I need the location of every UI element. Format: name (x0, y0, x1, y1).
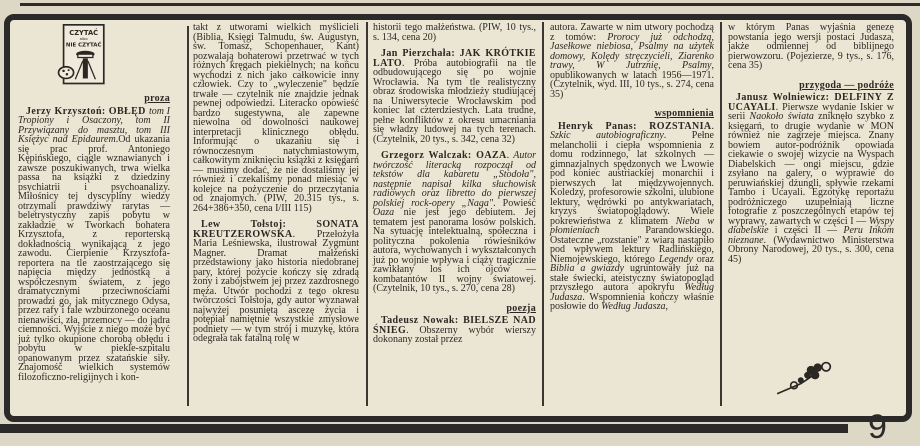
review-text: oraz (692, 253, 714, 265)
italic-text: Peru Inkom nieznane (728, 225, 894, 246)
review-text: , opublikowanych w latach 1956—1971. (Czytelnik, wyd. III, 10 tys., s. 274, cena 35) (550, 60, 714, 100)
book-review (193, 220, 359, 344)
italic-text: Według Judasza (601, 301, 666, 312)
column-2 (193, 23, 359, 344)
review-text: ugruntowały już na stałe świecki, ateistyczny światopogląd przyszłego autora apokryfu (550, 263, 714, 293)
italic-text: Prorocy już odchodzą, Jasełkowe niebiosa, Psalmy na użytek domowy, Kolędy stręczycieli, Ziarenko trawy, W Jutrznię, Psalmy (550, 31, 714, 71)
column-3 (373, 23, 536, 345)
book-review (373, 151, 536, 294)
italic-text: Legendy (658, 253, 693, 265)
review-text: . Obszerny wybór wierszy dokonany został przez (373, 324, 536, 345)
column-divider (542, 22, 544, 406)
italic-text: Wyspy diabelskie (728, 215, 894, 236)
column-5 (728, 23, 894, 264)
czytac-albo-nie-czytac-logo-icon (56, 24, 108, 86)
book-author-title: Lew Tołstoj: SONATA KREUTZEROWSKA (193, 219, 359, 240)
italic-text: Biblia a gwiazdy (550, 263, 625, 274)
column-4 (550, 23, 714, 312)
italic-text: Według Judasza (550, 282, 714, 303)
book-author-title: Jan Pierzchała: JAK KRÓTKIE LATO (373, 48, 536, 69)
book-review (728, 93, 894, 264)
column-divider (187, 26, 189, 406)
book-author-title: Henryk Panas: ROZSTANIA (558, 120, 712, 132)
italic-text: Naokoło świata (749, 111, 814, 122)
review-text: . Powieść (493, 197, 536, 209)
book-review (550, 122, 714, 312)
review-text: historii tego małżeństwa. (PIW, 10 tys., s. 134, cena 20) (373, 22, 536, 43)
review-text: Parandowskiego. Ostateczne „rozstanie" z wiarą nastąpiło pod wpływem lektury Radlińskiego, Niemojewskiego, którego (550, 225, 714, 265)
italic-text: tom I Tropiony i Osaczony, tom II Przywiązany do masztu, tom III Księżyc nad Epidaurem (18, 105, 170, 145)
review-text: . (711, 120, 714, 132)
italic-text: Szkic autobiograficzny (550, 130, 664, 141)
column-divider (366, 22, 368, 406)
review-text: , (665, 301, 668, 312)
book-review (193, 23, 359, 213)
review-text: zniknęło szybko z księgarń, to drugie wydanie w MON również nie zagrzeje miejsca. Znany bowiem autor-podróżnik opowiada ciekawie o swojej wizycie na Wyspach Diabelskich — ongi miejscu, gdzie zsyłano na galery, o wyprawie do peruwiańskiej dżungli, spływie rzekami Tambo i Ucayali. Egzotykę reportażu podróżniczego uzupełniają liczne fotografie z poszczególnych etapów tej wyprawy, zawartych w części I — (728, 111, 894, 227)
book-author-title: Grzegorz Walczak: OAZA (381, 150, 507, 161)
review-text: . Przełożyła Maria Leśniewska, ilustrował Zygmunt Magner. Dramat małżeński przedstawiony jako historia niedobranej pary, której pożycie kończy się zdradą żony i zabójstwem jej przez zazdrosnego męża. Utwór pochodzi z tego okresu twórczości Tołstoja, gdy autor wyznawał najwyżej posuniętą ascezę życia i potępiał namiętnie wszystkie zmysłowe podniety — w tym strój i muzykę, która odegrała tak fatalną rolę w (193, 228, 359, 344)
review-text: w którym Panas wyjaśnia genezę powstania jego wersji postaci Judasza, jakże odmiennej od biblijnego pierwowzoru. (Pojezierze, 9 tys., s. 176, cena 35) (728, 22, 894, 71)
book-author-title: Janusz Wolniewicz: DELFINY Z UCAYALI (728, 92, 894, 113)
review-text: . (506, 150, 514, 161)
book-review (373, 316, 536, 345)
review-text: . Pełne melancholii i ciepła wspomnienia z domu rodzinnego, lat szkolnych — gimnazjalnych spędzonych we Lwowie pod koniec austriackiej monarchii i pierwszych lat międzywojennych. Koledzy, profesorowie szkolni, ulubione lektury, wędrówki po antykwariatach, kryzys światopoglądowy. Wiele pokrewieństwa z klimatem (550, 130, 714, 227)
review-text: Od ukazania się prac prof. Antoniego Kępińskiego, ciągle wznawianych i zawsze poszukiwanych, trwa wielka passa na książki z dziedziny psychiatrii i psychoanalizy. Miłośnicy tej dyscypliny wiedzy otrzymali prawdziwy rarytas — beletrystyczny zapis pobytu w zakładzie w Tworkach bohatera Krzysztofa, z reporterską dokładnością wynikającą z jego zawodu. Cierpienie Krzysztofa-reportera na tle zaostrzającego się napięcia między jednostką a współczesnym światem, z jego dramatycznymi przeciwnościami prowadzi go, jak mitycznego Odysa, przez rafy i fale wzburzonego oceanu nienawiści, zła, przemocy — do jądra ciemności. Wyjście z niego może być już tylko okupione chorobą obłędu i pobytu w piekle-szpitalu opanowanym przez szatańskie siły. Znajomość wielkich systemów filozoficzno-religijnych i kon- (18, 134, 170, 383)
page-number: 9 (868, 408, 887, 446)
italic-text: Oaza (373, 207, 395, 218)
review-text: i części II — (768, 225, 844, 236)
review-text: . (115, 134, 119, 145)
book-author-title: Jerzy Krzysztoń: OBŁĘD (26, 105, 149, 117)
review-text: autora. Zawarte w nim utwory pochodzą z tomów: (550, 22, 714, 43)
book-review (728, 23, 894, 71)
review-text: . Wspomnienia kończy właśnie posłowie do (550, 291, 714, 312)
book-review (373, 49, 536, 144)
review-text: . Próba autobiografii na tle odbudowującego się po wojnie Wrocławia. Na tym tle realistyczny obraz środowiska młodzieży studiującej na Uniwersytecie Wrocławskim pod koniec lat czterdziestych. Lata trudne, pełne konfliktów z okresu umacniania się władzy ludowej na tych terenach. (Czytelnik, 20 tys., s. 342, cena 32) (373, 57, 536, 145)
flower-ornament-icon (775, 360, 835, 398)
book-review (373, 23, 536, 42)
review-text: takt z utworami wielkich myślicieli (Biblia, Księgi Talmudu, św. Augustyn, św. Tomasz, Schopenhauer, Kant) pozwalają bohaterowi przetrwać w tych różnych kręgach piekielnych; na końcu wychodzi z nich jako całkowicie inny człowiek. Czy to „wyleczenie" będzie trwałe — czytelnik nie znajdzie jednak pewnej odpowiedzi. Literacko opowieść bardzo sugestywna, ale zapewne niewolna od dowolności naukowej interpretacji klinicznego obłędu. Informując o ukazaniu się i równoczesnym natychmiastowym, całkowitym zniknięciu książki z księgarń — musimy dodać, że nie dostaliśmy jej również i czekaliśmy ponad miesiąc w kolejce na pożyczenie do przeczytania od znajomych. (PIW, 20.315 tys., s. 264+386+350, cena I/III 115) (193, 22, 359, 214)
section-heading: proza (144, 93, 170, 104)
italic-text: Autor twórczość literacką rozpoczął od tekstów dla kabaretu „Stodoła", następnie napisał kilka słuchowisk radiowych oraz libretto do pierwszej polskiej rock-opery „Naga" (373, 150, 536, 209)
section-heading: przygoda — podróże (799, 79, 894, 91)
top-rule (20, 3, 920, 6)
bottom-rule (0, 424, 848, 433)
logo-text-line2: albo (79, 36, 88, 41)
review-text: nie jest jego debiutem. Jej tematem jest panorama losów polskich. Na sytuację intelektualną, społeczna i polityczna pokolenia rówieśników autora, wychowanych i wykształconych już po wojnie wpływa i ciąży tragicznie zawikłany los ich ojców — kombatantów II wojny światowej. (Czytelnik, 10 tys., s. 270, cena 28) (373, 207, 536, 294)
book-review (550, 23, 714, 99)
review-text: . (Wydawnictwo Ministerstwa Obrony Narodowej, 20 tys., s. 300, cena 45) (728, 234, 894, 265)
section-heading: poezja (506, 302, 536, 314)
book-review (18, 107, 170, 383)
logo-text-line1: CZYTAĆ (69, 28, 99, 37)
column-divider (720, 22, 722, 406)
italic-text: Nieba w płomieniach (550, 215, 714, 236)
column-1 (18, 88, 170, 382)
book-author-title: Tadeusz Nowak: BIELSZE NAD ŚNIEG (373, 315, 536, 336)
review-text: . Pierwsze wydanie Iskier w serii (728, 101, 894, 122)
logo-text-line3: NIE CZYTAĆ (65, 42, 102, 49)
section-heading: wspomnienia (654, 108, 714, 119)
